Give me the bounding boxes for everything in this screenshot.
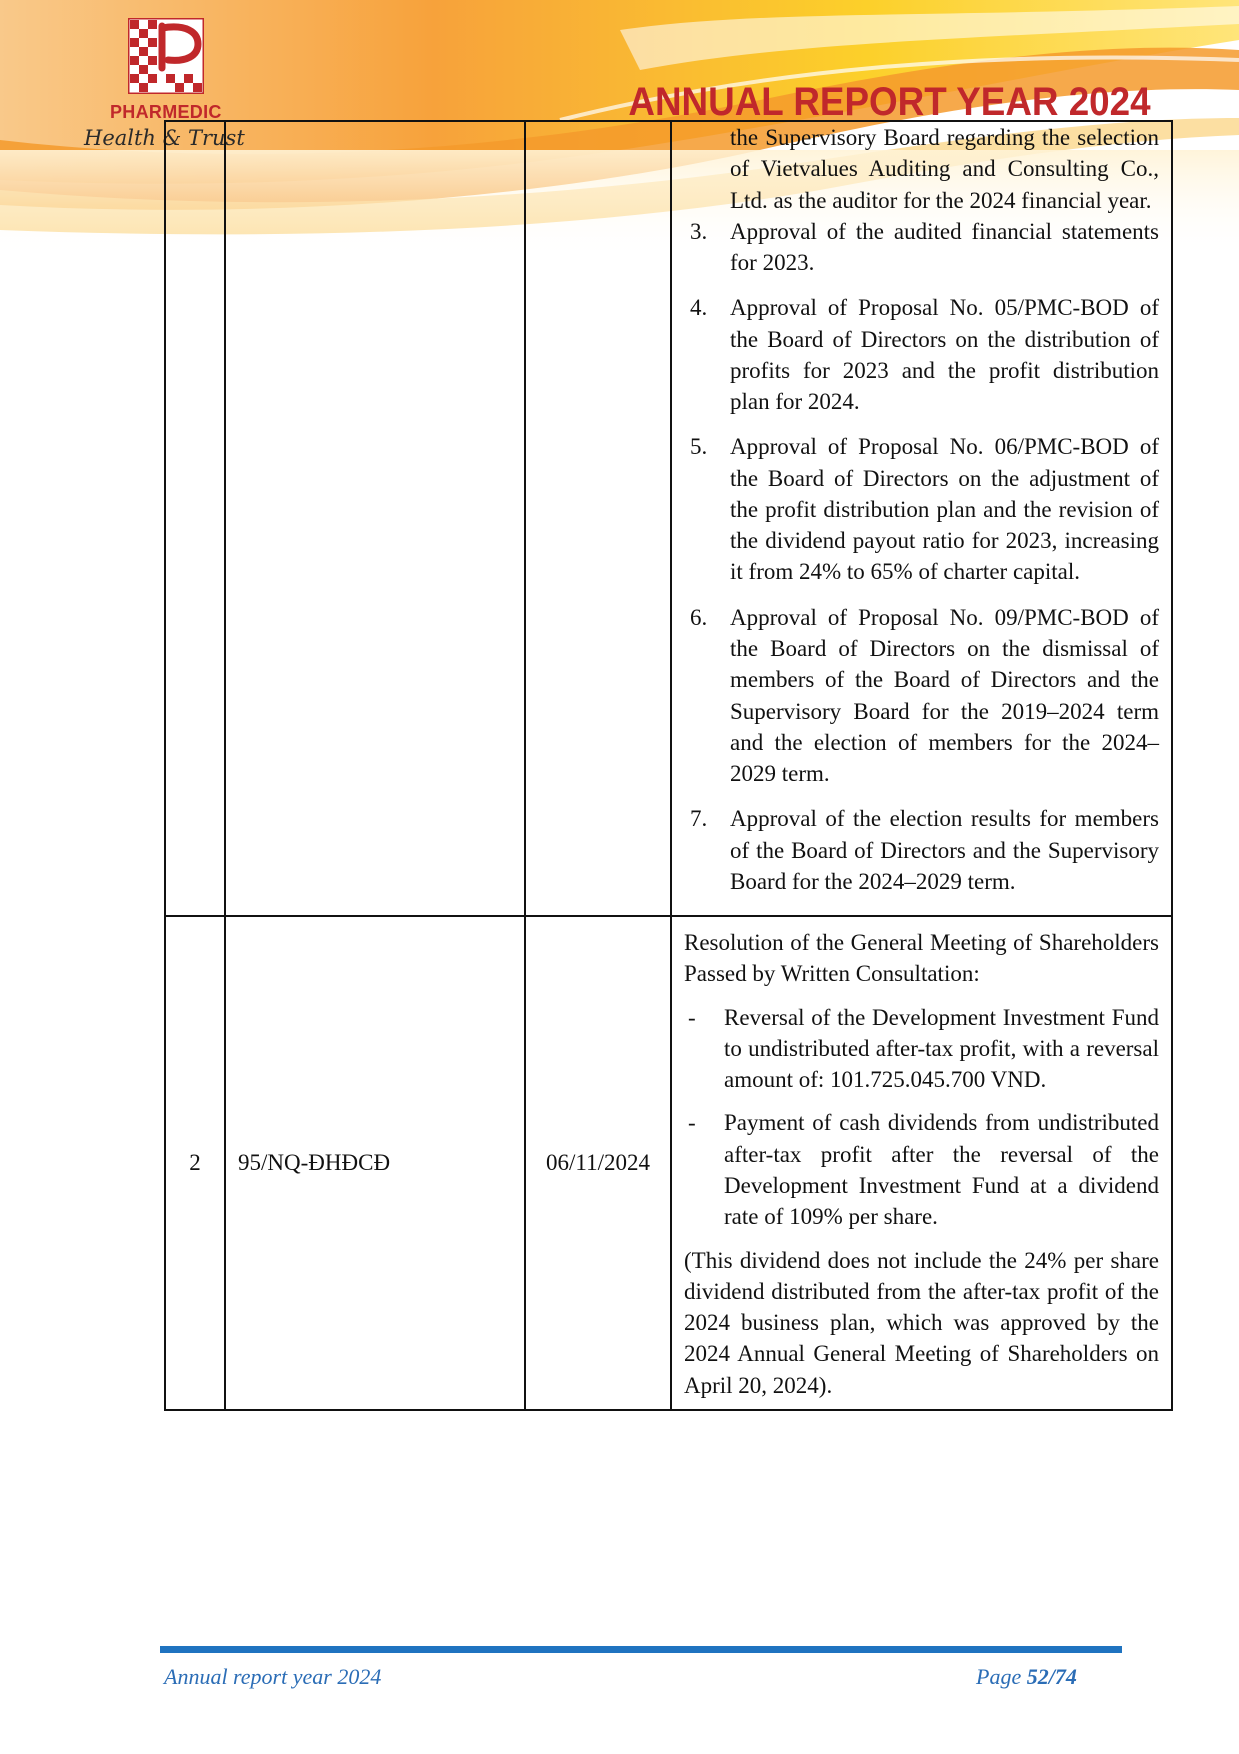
list-text: Approval of the audited financial statements for 2023.: [730, 218, 1159, 276]
pharmedic-logo-icon: [128, 18, 204, 94]
dash-bullet: -: [688, 1110, 696, 1136]
page-prefix: Page: [976, 1664, 1027, 1689]
list-text: Approval of Proposal No. 09/PMC-BOD of the Board of Directors on the dismissal of members of the Board of Directors and the Supervisory Board for the 2019–2024 term and the election of members for the 2024–2029 term.: [730, 604, 1159, 787]
cell-content: [671, 121, 1172, 916]
footer-report-name: Annual report year 2024: [164, 1664, 382, 1689]
list-item: [684, 1002, 1159, 1096]
footer-rule: [160, 1646, 1122, 1653]
resolutions-table: [164, 120, 1173, 1411]
dash-bullet: -: [688, 1004, 696, 1030]
list-item: [684, 803, 1159, 907]
dividend-note: (This dividend does not include the 24% per share dividend distributed from the after-tax profit of the 2024 business plan, which was approved by the 2024 Annual General Meeting of Shareholders on April 20, 2024).: [684, 1247, 1159, 1398]
cell-date: [525, 121, 671, 916]
continued-text: the Supervisory Board regarding the selection of Vietvalues Auditing and Consulting Co., Ltd. as the auditor for the 2024 financial year.: [730, 125, 1159, 213]
resolution-intro: Resolution of the General Meeting of Shareholders Passed by Written Consultation:: [684, 930, 1159, 987]
list-text: Approval of Proposal No. 05/PMC-BOD of the Board of Directors on the distribution of profits for 2023 and the profit distribution plan for 2024.: [730, 295, 1159, 415]
list-item: [684, 602, 1159, 790]
cell-no: [165, 121, 225, 916]
cell-resolution: 95/NQ-ĐHĐCĐ: [225, 916, 525, 1410]
cell-resolution: [225, 121, 525, 916]
list-number: 3.: [690, 218, 708, 244]
list-number: 7.: [690, 806, 708, 832]
list-item: [684, 216, 1159, 279]
list-item: [684, 431, 1159, 587]
list-item: [684, 292, 1159, 417]
list-number: 5.: [690, 434, 708, 460]
list-item: [684, 1107, 1159, 1232]
cell-no: 2: [165, 916, 225, 1410]
list-number: 4.: [690, 295, 708, 321]
logo-name: PHARMEDIC: [110, 102, 222, 122]
table-row: [165, 121, 1172, 916]
list-text: Approval of the election results for members of the Board of Directors and the Supervisory Board for the 2024–2029 term.: [730, 806, 1159, 894]
table-row: [165, 916, 1172, 1410]
list-text: Reversal of the Development Investment Fund to undistributed after-tax profit, with a reversal amount of: 101.725.045.700 VND.: [724, 1004, 1159, 1093]
page-number: [976, 1664, 1077, 1690]
report-title: ANNUAL REPORT YEAR 2024: [628, 80, 1151, 124]
cell-content: [671, 916, 1172, 1410]
logo-tagline: Health & Trust: [84, 126, 245, 150]
list-number: 6.: [690, 604, 708, 630]
cell-date: 06/11/2024: [525, 916, 671, 1410]
list-text: Approval of Proposal No. 06/PMC-BOD of the Board of Directors on the adjustment of the profit distribution plan and the revision of the dividend payout ratio for 2023, increasing it from 24% to 65% of charter capital.: [730, 434, 1159, 585]
list-text: Payment of cash dividends from undistributed after-tax profit after the reversal of the Development Investment Fund at a dividend rate of 109% per share.: [724, 1110, 1159, 1230]
page-count: 52/74: [1026, 1664, 1077, 1689]
